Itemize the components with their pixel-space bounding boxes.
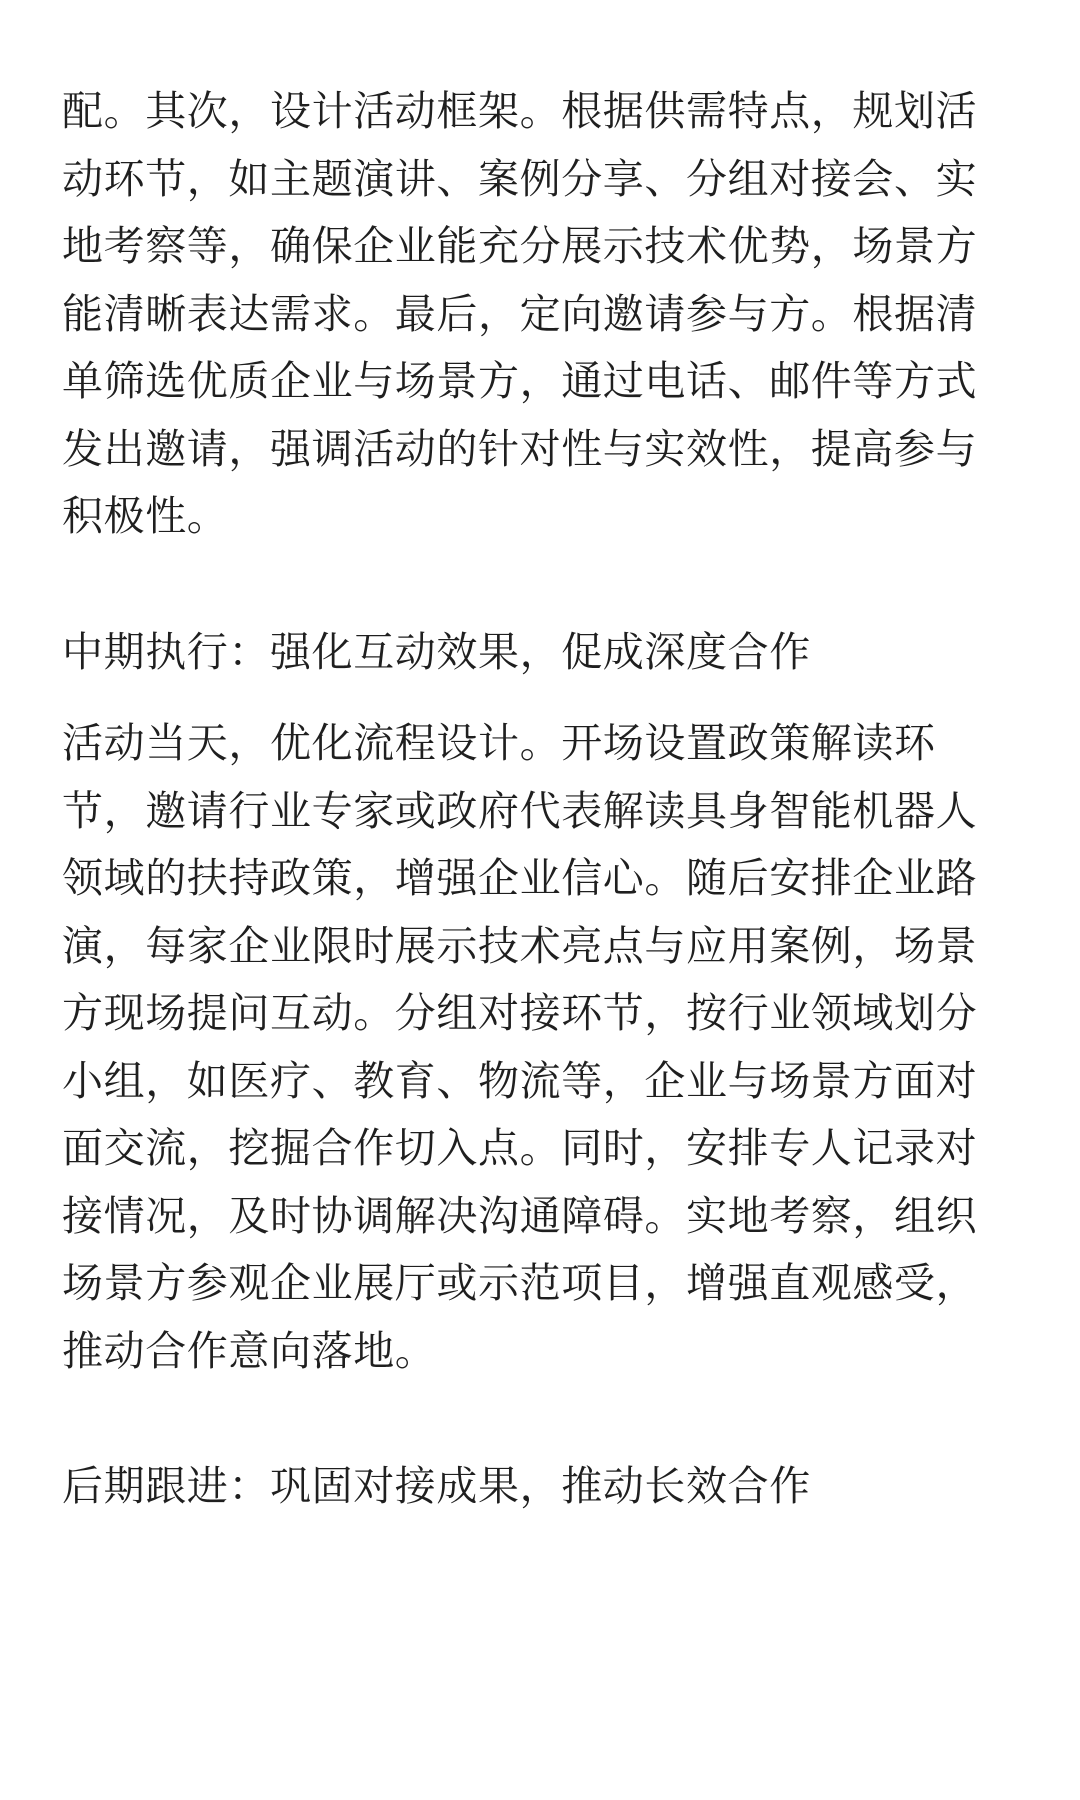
text-line: 领域的扶持政策，增强企业信心。随后安排企业路 [62, 854, 978, 902]
text-line: 推动合作意向落地。 [62, 1326, 437, 1375]
text-line: 动环节，如主题演讲、案例分享、分组对接会、实 [62, 154, 978, 203]
text-line: 面交流，挖掘合作切入点。同时，安排专人记录对 [62, 1124, 978, 1172]
text-line: 配。其次，设计活动框架。根据供需特点，规划活 [62, 87, 978, 135]
paragraph-spacer [62, 686, 1022, 710]
text-line: 积极性。 [62, 492, 229, 540]
paragraph-execution [62, 710, 1022, 1385]
text-line: 演，每家企业限时展示技术亮点与应用案例，场景 [62, 921, 978, 970]
paragraph-spacer [62, 1385, 1022, 1453]
text-line: 节，邀请行业专家或政府代表解读具身智能机器人 [62, 786, 978, 835]
text-line: 地考察等，确保企业能充分展示技术优势，场景方 [62, 222, 978, 270]
section-heading-late-phase: 后期跟进：巩固对接成果，推动长效合作 [62, 1462, 811, 1510]
text-line: 接情况，及时协调解决沟通障碍。实地考察，组织 [62, 1191, 978, 1240]
text-line: 发出邀请，强调活动的针对性与实效性，提高参与 [62, 424, 978, 473]
text-line: 单筛选优质企业与场景方，通过电话、邮件等方式 [62, 357, 978, 405]
text-line: 方现场提问互动。分组对接环节，按行业领域划分 [62, 989, 978, 1037]
article-body [62, 78, 1022, 1521]
text-line: 小组，如医疗、教育、物流等，企业与场景方面对 [62, 1056, 978, 1105]
text-line: 活动当天，优化流程设计。开场设置政策解读环 [62, 719, 936, 767]
paragraph-spacer [62, 551, 1022, 619]
section-heading-mid-phase: 中期执行：强化互动效果，促成深度合作 [62, 627, 811, 676]
text-line: 能清晰表达需求。最后，定向邀请参与方。根据清 [62, 289, 978, 338]
text-line: 场景方参观企业展厅或示范项目，增强直观感受， [62, 1259, 978, 1307]
paragraph-planning [62, 78, 1022, 551]
